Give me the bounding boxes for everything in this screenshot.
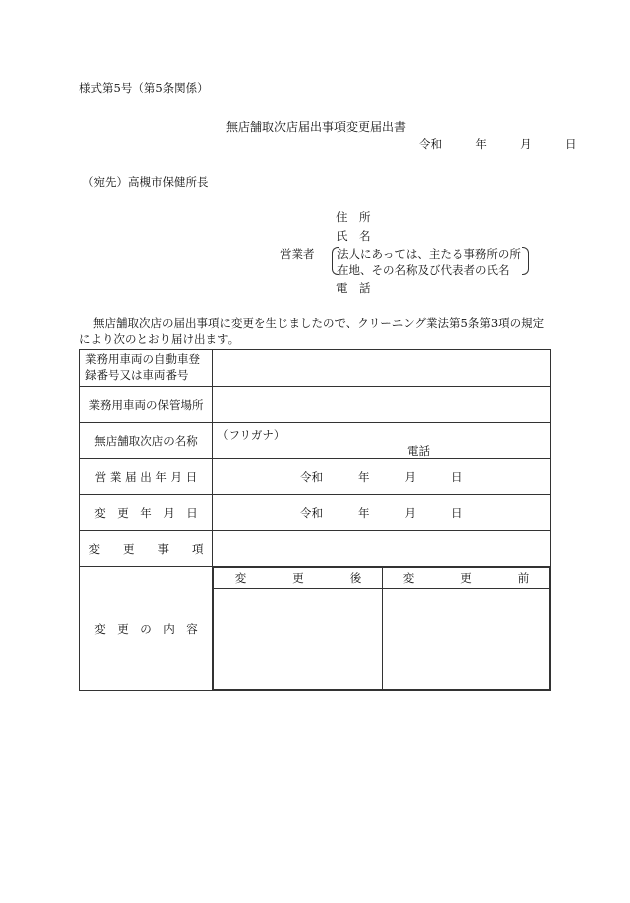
change-item-field[interactable] [213,531,551,567]
date-day: 日 [564,137,577,151]
after-change-header: 変 更 後 [214,568,383,589]
corp-note-line2: 在地、その名称及び代表者の氏名 [337,263,510,277]
business-notice-date-field[interactable]: 令和 年 月 日 [213,459,551,495]
after-change-field[interactable] [214,589,383,690]
table-row [80,531,551,567]
before-change-field[interactable] [383,589,550,690]
body-text-line1: 無店舗取次店の届出事項に変更を生じましたので、クリーニング業法第5条第3項の規定 [93,316,545,330]
date-month: 月 [520,137,532,151]
change-date-field[interactable]: 令和 年 月 日 [213,495,551,531]
shop-name-label: 無店舗取次店の名称 [80,423,213,459]
table-row [80,350,551,387]
table-row [80,495,551,531]
change-content-subtable [213,567,550,690]
form-number: 様式第5号（第5条関係） [79,81,209,95]
corp-note-line1: 法人にあっては、主たる事務所の所 [337,247,521,261]
submission-date [419,139,576,151]
before-change-header: 変 更 前 [383,568,550,589]
change-date-label: 変 更 年 月 日 [80,495,213,531]
date-year: 年 [475,137,487,151]
applicant-name-label: 氏 名 [336,229,371,243]
date-era: 令和 [419,137,442,151]
business-notice-date-label: 営 業 届 出 年 月 日 [80,459,213,495]
vehicle-storage-label: 業務用車両の保管場所 [80,387,213,423]
applicant-label: 営業者 [280,247,315,261]
vehicle-storage-field[interactable] [213,387,551,423]
document-title: 無店舗取次店届出事項変更届出書 [226,120,407,134]
table-row [80,459,551,495]
table-row [80,387,551,423]
furigana-label: （フリガナ） [217,428,286,442]
addressee: （宛先）高槻市保健所長 [82,175,209,189]
body-text-line2: により次のとおり届け出ます。 [79,332,240,346]
change-content-label: 変 更 の 内 容 [80,567,213,691]
applicant-phone-label: 電 話 [336,281,371,295]
change-item-label: 変 更 事 項 [80,531,213,567]
right-bracket [522,247,529,275]
shop-phone-label: 電話 [407,444,430,458]
vehicle-number-label: 業務用車両の自動車登 録番号又は車両番号 [80,350,213,387]
table-row [80,567,551,691]
applicant-address-label: 住 所 [336,210,371,224]
form-table [79,349,551,691]
table-row [80,423,551,459]
shop-name-field[interactable] [213,423,551,459]
vehicle-number-field[interactable] [213,350,551,387]
